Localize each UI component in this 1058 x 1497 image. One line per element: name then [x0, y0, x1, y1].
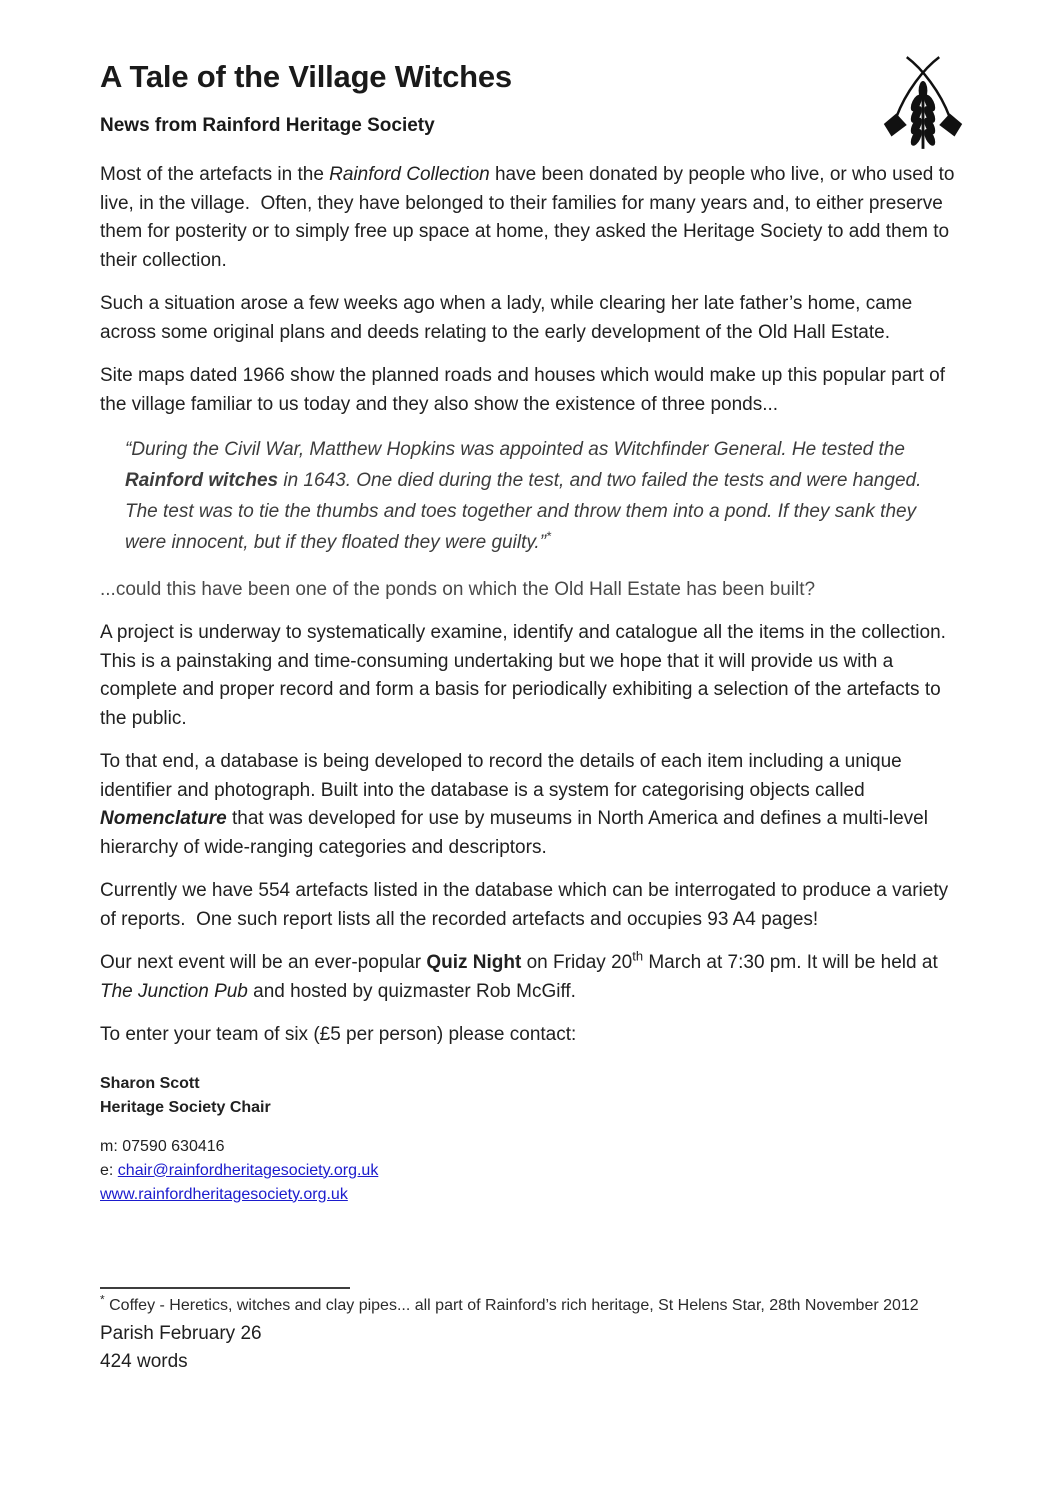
wheat-and-pipes-icon	[880, 55, 966, 151]
paragraph-artefact-count	[100, 877, 958, 934]
text-run: ...could this have been one of the ponds on which the Old Hall Estate has been built?	[100, 578, 816, 600]
document-body	[100, 161, 958, 1207]
text-run: in 1643. One died during the test, and two failed the tests and were hanged. The test was to tie the thumbs and toes together and throw them into a pond. If they sank they were innocent, but if they floated they were guilty.”	[125, 470, 927, 554]
contact-mobile: m: 07590 630416	[100, 1137, 225, 1155]
page-title: A Tale of the Village Witches	[100, 59, 512, 94]
text-run: *	[100, 1292, 105, 1307]
text-run: “During the Civil War, Matthew Hopkins was appointed as Witchfinder General. He tested the	[125, 439, 911, 460]
contact-website-line	[100, 1183, 958, 1207]
paragraph-quiz-night	[100, 949, 958, 1006]
paragraph-ponds-question	[100, 576, 958, 605]
footer-parish-line: Parish February 26	[100, 1323, 262, 1345]
contact-email-line	[100, 1159, 958, 1183]
document-header	[100, 59, 958, 137]
paragraph-lady-plans-deeds	[100, 290, 958, 347]
contact-name-block	[100, 1072, 958, 1120]
paragraph-catalogue-project	[100, 619, 958, 733]
heritage-society-logo	[880, 55, 966, 151]
text-run: Such a situation arose a few weeks ago when a lady, while clearing her late father’s home, came across some original plans and deeds relating to the early development of the Old Hall Estate.	[100, 293, 918, 343]
text-run: A project is underway to systematically examine, identify and catalogue all the items in the collection. This is a painstaking and time-consuming undertaking but we hope that it will provide us with a complete and proper record and form a basis for periodically exhibiting a selection of the artefacts to the public.	[100, 622, 951, 729]
witchfinder-quote	[125, 434, 958, 559]
text-run: that was developed for use by museums in North America and defines a multi-level hierarchy of wide-ranging categories and descriptors.	[100, 808, 934, 858]
paragraph-site-maps-1966	[100, 362, 958, 419]
text-run: and hosted by quizmaster Rob McGiff.	[247, 980, 576, 1002]
text-run: Quiz Night	[426, 952, 522, 974]
contact-details-block	[100, 1135, 958, 1207]
email-link[interactable]: chair@rainfordheritagesociety.org.uk	[117, 1161, 379, 1179]
contact-role: Heritage Society Chair	[100, 1098, 271, 1116]
footer-wordcount: 424 words	[100, 1350, 188, 1372]
contact-name: Sharon Scott	[100, 1074, 200, 1092]
paragraph-database-nomenclature	[100, 748, 958, 862]
document-footer	[100, 1287, 958, 1376]
text-run: on Friday 20	[521, 952, 633, 974]
website-link[interactable]: www.rainfordheritagesociety.org.uk	[100, 1185, 348, 1203]
text-run: March at 7:30 pm. It will be held at	[643, 952, 943, 974]
text-run: Nomenclature	[100, 808, 227, 830]
text-run: The Junction Pub	[100, 980, 248, 1002]
text-run: th	[632, 948, 644, 964]
text-run: Coffey - Heretics, witches and clay pipes... all part of Rainford’s rich heritage, St Helens Star, 28th November 2012	[104, 1296, 919, 1314]
text-run: have been donated by people who live, or who used to live, in the village. Often, they have belonged to their families for many years and, to either preserve them for posterity or to simply free up space at home, they asked the Heritage Society to add them to their collection.	[100, 164, 960, 271]
text-run: Site maps dated 1966 show the planned roads and houses which would make up this popular part of the village familiar to us today and they also show the existence of three ponds...	[100, 365, 951, 415]
text-run: Rainford witches	[125, 470, 279, 492]
text-run: *	[546, 529, 552, 545]
paragraph-enter-team	[100, 1021, 958, 1050]
text-run: Rainford Collection	[329, 164, 490, 185]
text-run: To enter your team of six (£5 per person) please contact:	[100, 1024, 577, 1046]
text-run: e:	[100, 1161, 118, 1179]
paragraph-artefacts-donated	[100, 161, 958, 275]
text-run: To that end, a database is being developed to record the details of each item including a unique identifier and photograph. Built into the database is a system for categorising objects called	[100, 751, 908, 801]
text-run: Most of the artefacts in the	[100, 164, 330, 185]
footnote-divider	[100, 1287, 350, 1289]
text-run: Our next event will be an ever-popular	[100, 952, 427, 974]
footnote-citation	[100, 1292, 958, 1317]
page-subtitle: News from Rainford Heritage Society	[100, 115, 435, 136]
text-run: Currently we have 554 artefacts listed in the database which can be interrogated to produce a variety of reports. One such report lists all the recorded artefacts and occupies 93 A4 pages!	[100, 880, 954, 930]
